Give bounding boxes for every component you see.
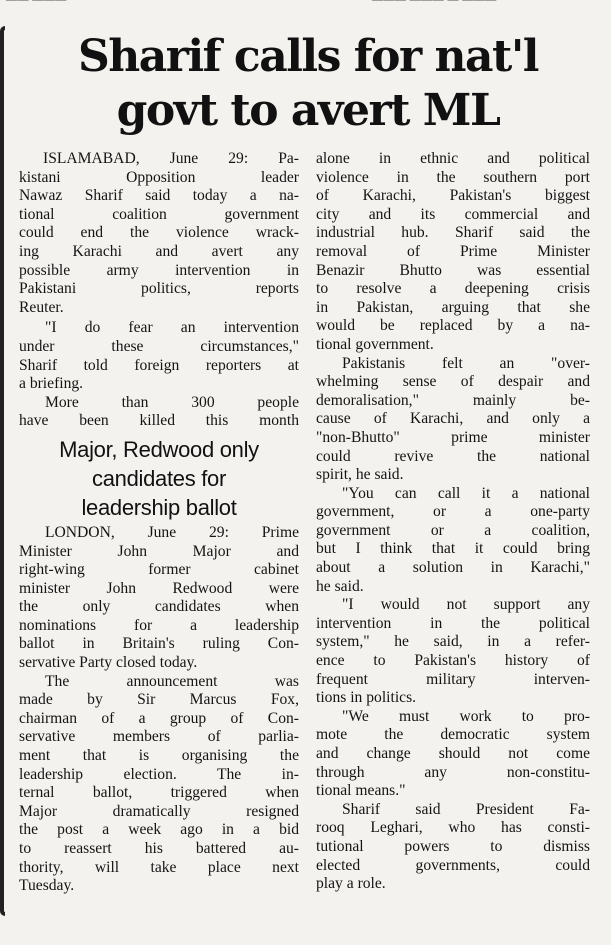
- clipped-header-right: ——— ——— — ———: [372, 0, 497, 6]
- body-line: tutional powers to dismiss: [316, 837, 590, 855]
- body-line: chairman of a group of Con-: [19, 709, 299, 727]
- body-line: The announcement was: [45, 672, 299, 690]
- body-line: could end the violence wrack-: [19, 224, 299, 242]
- body-line: alone in ethnic and political: [316, 150, 590, 167]
- body-line: ing Karachi and avert any: [19, 242, 299, 260]
- secondary-headline: [19, 435, 299, 522]
- body-line: Sharif said President Fa-: [342, 800, 590, 818]
- body-line: "You can call it a national: [342, 484, 590, 502]
- body-line: frequent military interven-: [316, 670, 590, 688]
- body-line: a briefing.: [19, 375, 84, 393]
- body-line: servative Party closed today.: [19, 654, 198, 672]
- body-line: ence to Pakistan's history of: [316, 652, 590, 670]
- body-line: tional government.: [316, 335, 434, 353]
- body-line: have been killed this month: [19, 412, 299, 430]
- body-line: demoralisation," mainly be-: [316, 391, 590, 409]
- body-line: and change should not come: [316, 745, 590, 762]
- secondary-headline-line: leadership ballot: [81, 494, 237, 520]
- body-line: could revive the national: [316, 447, 590, 465]
- body-line: tional means.": [316, 782, 406, 800]
- body-line: about a solution in Karachi,": [316, 559, 590, 577]
- body-line: "We must work to pro-: [342, 707, 590, 725]
- body-line: Pakistanis felt an "over-: [342, 354, 590, 372]
- body-line: through any non-constitu-: [316, 763, 590, 781]
- body-line: ment that is organising the: [19, 747, 299, 765]
- body-line: he said.: [316, 577, 364, 595]
- body-line: servative members of parlia-: [19, 728, 299, 746]
- body-line: but I think that it could bring: [316, 540, 590, 558]
- body-line: Benazir Bhutto was essential: [316, 261, 590, 279]
- body-line: of Karachi, Pakistan's biggest: [316, 187, 590, 205]
- body-line: system," he said, in a refer-: [316, 633, 590, 651]
- body-line: whelming sense of despair and: [316, 373, 590, 391]
- body-line: to reassert his battered au-: [19, 840, 299, 857]
- headline-line-1: Sharif calls for nat'l: [77, 31, 539, 82]
- body-line: violence in the southern port: [316, 168, 590, 186]
- main-headline: [10, 30, 606, 138]
- right-column: [316, 150, 590, 894]
- body-line: industrial hub. Sharif said the: [316, 224, 590, 242]
- body-line: LONDON, June 29: Prime: [45, 523, 299, 541]
- body-line: Tuesday.: [19, 877, 75, 895]
- body-line: kistani Opposition leader: [19, 168, 299, 186]
- body-line: ISLAMABAD, June 29: Pa-: [43, 150, 299, 167]
- body-line: right-wing former cabinet: [19, 561, 299, 579]
- body-line: Minister John Major and: [19, 542, 299, 560]
- body-line: play a role.: [316, 875, 386, 893]
- body-line: government or a coalition,: [316, 521, 590, 539]
- body-line: possible army intervention in: [19, 261, 299, 279]
- body-line: mote the democratic system: [316, 726, 590, 744]
- body-line: thority, will take place next: [19, 858, 299, 876]
- body-line: in Pakistan, arguing that she: [316, 298, 590, 316]
- body-line: the post a week ago in a bid: [19, 821, 299, 839]
- secondary-headline-line: Major, Redwood only: [59, 436, 259, 462]
- body-line: to resolve a deepening crisis: [316, 280, 590, 298]
- body-line: ternal ballot, triggered when: [19, 784, 299, 802]
- body-line: Major dramatically resigned: [19, 802, 299, 820]
- left-column: [19, 150, 299, 896]
- body-line: tional coalition government: [19, 205, 299, 223]
- body-line: would be replaced by a na-: [316, 317, 590, 335]
- body-line: removal of Prime Minister: [316, 242, 590, 260]
- body-line: the only candidates when: [19, 598, 299, 616]
- body-line: tions in politics.: [316, 689, 417, 707]
- body-line: ballot in Britain's ruling Con-: [19, 635, 299, 653]
- body-line: cause of Karachi, and only a: [316, 410, 590, 428]
- body-line: "I would not support any: [342, 596, 590, 614]
- body-line: city and its commercial and: [316, 205, 590, 223]
- body-line: spirit, he said.: [316, 466, 404, 484]
- body-line: Reuter.: [19, 298, 64, 316]
- body-line: under these circumstances,": [19, 337, 299, 355]
- secondary-headline-line: candidates for: [92, 465, 226, 491]
- body-line: government, or a one-party: [316, 503, 590, 521]
- body-line: leadership election. The in-: [19, 765, 299, 783]
- body-line: intervention in the political: [316, 614, 590, 632]
- body-line: More than 300 people: [45, 393, 299, 411]
- clipped-page-header: [0, 0, 611, 14]
- body-line: "non-Bhutto" prime minister: [316, 428, 590, 446]
- body-line: nominations for a leadership: [19, 616, 299, 634]
- body-line: elected governments, could: [316, 856, 590, 874]
- body-line: minister John Redwood were: [19, 579, 299, 597]
- body-line: Pakistani politics, reports: [19, 280, 299, 298]
- clipping-border: [0, 26, 5, 916]
- body-line: Nawaz Sharif said today a na-: [19, 187, 299, 205]
- clipped-header-left: —— ———: [6, 0, 67, 6]
- headline-line-2: govt to avert ML: [116, 85, 500, 136]
- body-line: "I do fear an intervention: [45, 319, 299, 337]
- body-line: made by Sir Marcus Fox,: [19, 691, 299, 709]
- body-line: rooq Leghari, who has consti-: [316, 819, 590, 837]
- body-line: Sharif told foreign reporters at: [19, 356, 299, 374]
